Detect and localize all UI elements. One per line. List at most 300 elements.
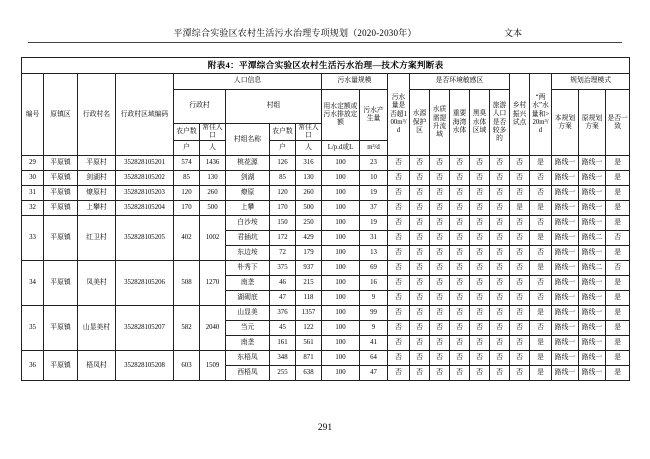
water-source-cell: 否 [410, 321, 430, 336]
two-water-cell: 是 [530, 231, 552, 246]
unit-water-quota: L/p.d或L [322, 141, 360, 156]
subheader-village-group: 村组 [226, 90, 322, 124]
village-households-cell: 603 [174, 351, 200, 381]
col-header-bay: 重要海湾水体 [450, 90, 470, 156]
water-quality-cell: 否 [430, 291, 450, 306]
unit-population: 人 [200, 141, 226, 156]
tourist-cell: 否 [490, 186, 510, 201]
sewage-output-cell: 16 [360, 276, 388, 291]
group-households-cell: 161 [270, 336, 296, 351]
sewage-output-cell: 47 [360, 366, 388, 381]
bay-cell: 否 [450, 321, 470, 336]
water-source-cell: 否 [410, 276, 430, 291]
water-source-cell: 否 [410, 201, 430, 216]
water-quality-cell: 否 [430, 156, 450, 171]
over-100-cell: 否 [388, 261, 410, 276]
water-quota-cell: 100 [322, 231, 360, 246]
bay-cell: 否 [450, 201, 470, 216]
village-population-cell: 1002 [200, 216, 226, 261]
col-header-over-100: 污水量是否超100m³/d [388, 74, 410, 156]
this-plan-cell: 路线一 [552, 306, 579, 321]
revitalization-cell: 否 [510, 366, 530, 381]
group-population-cell: 130 [296, 171, 322, 186]
two-water-cell: 是 [530, 306, 552, 321]
group-population-cell: 260 [296, 186, 322, 201]
subheader-admin-village: 行政村 [174, 90, 226, 124]
water-quota-cell: 100 [322, 246, 360, 261]
tourist-cell: 否 [490, 291, 510, 306]
tourist-cell: 否 [490, 261, 510, 276]
water-quality-cell: 否 [430, 276, 450, 291]
water-source-cell: 否 [410, 231, 430, 246]
over-100-cell: 否 [388, 321, 410, 336]
group-households-cell: 45 [270, 321, 296, 336]
revitalization-cell: 否 [510, 336, 530, 351]
group-name-cell: 君插坑 [226, 231, 270, 246]
village-name-cell: 凤美村 [78, 261, 116, 306]
table-caption: 附表4：平潭综合实验区农村生活污水治理—技术方案判断表 [22, 58, 630, 74]
table-header [22, 58, 630, 156]
village-code-cell: 352828105205 [116, 216, 174, 261]
page-number: 291 [317, 423, 333, 433]
col-header-revitalization: 乡村振兴试点 [510, 74, 530, 156]
consistent-cell: 是 [606, 336, 630, 351]
tourist-cell: 否 [490, 276, 510, 291]
technical-scheme-table [21, 57, 630, 381]
two-water-cell: 是 [530, 366, 552, 381]
row-number-cell: 30 [22, 171, 44, 186]
two-water-cell: 是 [530, 156, 552, 171]
two-water-cell: 否 [530, 321, 552, 336]
black-odor-cell: 否 [470, 261, 490, 276]
water-source-cell: 否 [410, 186, 430, 201]
village-group-row [22, 261, 630, 276]
col-header-orig-plan: 原规划方案 [579, 90, 606, 156]
group-population-cell: 638 [296, 366, 322, 381]
row-number-cell: 31 [22, 186, 44, 201]
black-odor-cell: 否 [470, 351, 490, 366]
this-plan-cell: 路线一 [552, 201, 579, 216]
revitalization-cell: 否 [510, 216, 530, 231]
group-header-sensitive-area: 是否环境敏感区 [410, 74, 510, 90]
group-name-cell: 燎原 [226, 186, 270, 201]
col-header-town: 原镇区 [44, 74, 78, 156]
village-group-row [22, 306, 630, 321]
group-households-cell: 375 [270, 261, 296, 276]
village-population-cell: 1509 [200, 351, 226, 381]
col-header-consistent: 是否一致 [606, 90, 630, 156]
water-source-cell: 否 [410, 246, 430, 261]
col-header-sewage-output: 污水产生量 [360, 90, 388, 141]
unit-households: 户 [174, 141, 200, 156]
revitalization-cell: 否 [510, 321, 530, 336]
over-100-cell: 否 [388, 246, 410, 261]
water-quality-cell: 否 [430, 186, 450, 201]
group-header-sewage-scale: 污水量规模 [322, 74, 388, 90]
two-water-cell: 是 [530, 201, 552, 216]
orig-plan-cell: 路线一 [579, 216, 606, 231]
col-header-water-quality: 水质需提升流域 [430, 90, 450, 156]
sewage-output-cell: 69 [360, 261, 388, 276]
orig-plan-cell: 路线一 [579, 246, 606, 261]
revitalization-cell: 否 [510, 306, 530, 321]
group-population-cell: 1357 [296, 306, 322, 321]
two-water-cell: 否 [530, 186, 552, 201]
revitalization-cell: 否 [510, 261, 530, 276]
consistent-cell: 是 [606, 156, 630, 171]
over-100-cell: 否 [388, 216, 410, 231]
this-plan-cell: 路线一 [552, 321, 579, 336]
row-number-cell: 32 [22, 201, 44, 216]
group-name-cell: 桃花源 [226, 156, 270, 171]
black-odor-cell: 否 [470, 231, 490, 246]
town-cell: 平原镇 [44, 186, 78, 201]
water-quota-cell: 100 [322, 321, 360, 336]
bay-cell: 否 [450, 261, 470, 276]
water-source-cell: 否 [410, 291, 430, 306]
group-name-cell: 南垄 [226, 276, 270, 291]
water-quota-cell: 100 [322, 336, 360, 351]
bay-cell: 否 [450, 276, 470, 291]
bay-cell: 否 [450, 231, 470, 246]
group-name-cell: 西梧凤 [226, 366, 270, 381]
two-water-cell: 否 [530, 171, 552, 186]
group-households-cell: 170 [270, 201, 296, 216]
group-households-cell: 47 [270, 291, 296, 306]
tourist-cell: 否 [490, 216, 510, 231]
village-households-cell: 85 [174, 171, 200, 186]
this-plan-cell: 路线一 [552, 336, 579, 351]
black-odor-cell: 否 [470, 186, 490, 201]
group-households-cell: 172 [270, 231, 296, 246]
orig-plan-cell: 路线一 [579, 171, 606, 186]
tourist-cell: 否 [490, 156, 510, 171]
water-quality-cell: 否 [430, 246, 450, 261]
orig-plan-cell: 路线一 [579, 366, 606, 381]
group-name-cell: 东边垵 [226, 246, 270, 261]
water-quota-cell: 100 [322, 216, 360, 231]
town-cell: 平原镇 [44, 306, 78, 351]
two-water-cell: 否 [530, 276, 552, 291]
black-odor-cell: 否 [470, 306, 490, 321]
over-100-cell: 否 [388, 291, 410, 306]
water-quota-cell: 100 [322, 186, 360, 201]
row-number-cell: 35 [22, 306, 44, 351]
water-quality-cell: 否 [430, 306, 450, 321]
this-plan-cell: 路线一 [552, 246, 579, 261]
document-type-label: 文本 [503, 28, 522, 38]
orig-plan-cell: 路线一 [579, 321, 606, 336]
group-name-cell: 东梧凤 [226, 351, 270, 366]
group-population-cell: 118 [296, 291, 322, 306]
water-quality-cell: 否 [430, 231, 450, 246]
revitalization-cell: 否 [510, 276, 530, 291]
water-quality-cell: 否 [430, 171, 450, 186]
water-source-cell: 否 [410, 306, 430, 321]
consistent-cell: 是 [606, 171, 630, 186]
water-quality-cell: 否 [430, 366, 450, 381]
col-header-water-quota: 用水定额或污水排放定额 [322, 90, 360, 141]
village-code-cell: 352828105203 [116, 186, 174, 201]
village-name-cell: 梧凤村 [78, 351, 116, 381]
orig-plan-cell: 路线一 [579, 336, 606, 351]
revitalization-cell: 否 [510, 246, 530, 261]
group-population-cell: 500 [296, 201, 322, 216]
water-quota-cell: 100 [322, 366, 360, 381]
this-plan-cell: 路线一 [552, 231, 579, 246]
group-header-treatment-mode: 规划治理模式 [552, 74, 630, 90]
water-quota-cell: 100 [322, 171, 360, 186]
two-water-cell: 否 [530, 246, 552, 261]
over-100-cell: 否 [388, 336, 410, 351]
village-code-cell: 352828105207 [116, 306, 174, 351]
over-100-cell: 否 [388, 201, 410, 216]
village-name-cell: 山显美村 [78, 306, 116, 351]
consistent-cell: 是 [606, 351, 630, 366]
unit-sewage-output: m³/d [360, 141, 388, 156]
bay-cell: 否 [450, 366, 470, 381]
village-households-cell: 170 [174, 201, 200, 216]
town-cell: 平原镇 [44, 201, 78, 216]
bay-cell: 否 [450, 291, 470, 306]
this-plan-cell: 路线一 [552, 291, 579, 306]
sewage-output-cell: 31 [360, 231, 388, 246]
orig-plan-cell: 路线二 [579, 261, 606, 276]
village-name-cell: 红卫村 [78, 216, 116, 261]
village-code-cell: 352828105206 [116, 261, 174, 306]
water-source-cell: 否 [410, 261, 430, 276]
bay-cell: 否 [450, 171, 470, 186]
col-header-two-water: “两水”水量和>20m³/d [530, 74, 552, 156]
group-population-cell: 122 [296, 321, 322, 336]
sewage-output-cell: 19 [360, 186, 388, 201]
over-100-cell: 否 [388, 231, 410, 246]
group-population-cell: 179 [296, 246, 322, 261]
orig-plan-cell: 路线一 [579, 156, 606, 171]
group-households-cell: 46 [270, 276, 296, 291]
water-quota-cell: 100 [322, 306, 360, 321]
sewage-output-cell: 13 [360, 246, 388, 261]
group-name-cell: 剑湖 [226, 171, 270, 186]
two-water-cell: 是 [530, 261, 552, 276]
sewage-output-cell: 64 [360, 351, 388, 366]
town-cell: 平原镇 [44, 171, 78, 186]
col-header-group-name: 村组名称 [226, 124, 270, 156]
water-source-cell: 否 [410, 336, 430, 351]
water-quota-cell: 100 [322, 351, 360, 366]
col-header-group-population: 常住人口 [296, 124, 322, 141]
black-odor-cell: 否 [470, 246, 490, 261]
village-code-cell: 352828105204 [116, 201, 174, 216]
sewage-output-cell: 9 [360, 321, 388, 336]
black-odor-cell: 否 [470, 291, 490, 306]
over-100-cell: 否 [388, 156, 410, 171]
group-households-cell: 126 [270, 156, 296, 171]
this-plan-cell: 路线一 [552, 351, 579, 366]
water-source-cell: 否 [410, 366, 430, 381]
group-name-cell: 白沙垵 [226, 216, 270, 231]
group-population-cell: 316 [296, 156, 322, 171]
water-quality-cell: 否 [430, 321, 450, 336]
village-households-cell: 582 [174, 306, 200, 351]
col-header-village-households: 农户数 [174, 124, 200, 141]
sewage-output-cell: 9 [360, 291, 388, 306]
water-quality-cell: 否 [430, 336, 450, 351]
village-code-cell: 352828105202 [116, 171, 174, 186]
document-title: 平潭综合实验区农村生活污水治理专项规划（2020-2030年） [173, 28, 417, 38]
group-header-population: 人口信息 [174, 74, 322, 90]
bay-cell: 否 [450, 306, 470, 321]
over-100-cell: 否 [388, 351, 410, 366]
over-100-cell: 否 [388, 171, 410, 186]
village-population-cell: 2040 [200, 306, 226, 351]
water-source-cell: 否 [410, 351, 430, 366]
this-plan-cell: 路线一 [552, 186, 579, 201]
black-odor-cell: 否 [470, 321, 490, 336]
revitalization-cell: 否 [510, 291, 530, 306]
orig-plan-cell: 路线一 [579, 291, 606, 306]
black-odor-cell: 否 [470, 171, 490, 186]
this-plan-cell: 路线一 [552, 261, 579, 276]
consistent-cell: 是 [606, 216, 630, 231]
col-header-group-households: 农户数 [270, 124, 296, 141]
consistent-cell: 是 [606, 321, 630, 336]
consistent-cell: 是 [606, 276, 630, 291]
village-households-cell: 120 [174, 186, 200, 201]
group-name-cell: 当元 [226, 321, 270, 336]
water-quality-cell: 否 [430, 351, 450, 366]
group-households-cell: 348 [270, 351, 296, 366]
sewage-output-cell: 37 [360, 201, 388, 216]
col-header-code: 行政村区域编码 [116, 74, 174, 156]
consistent-cell: 是 [606, 366, 630, 381]
over-100-cell: 否 [388, 276, 410, 291]
group-households-cell: 376 [270, 306, 296, 321]
revitalization-cell: 否 [510, 186, 530, 201]
revitalization-cell: 否 [510, 231, 530, 246]
bay-cell: 否 [450, 156, 470, 171]
tourist-cell: 否 [490, 231, 510, 246]
village-population-cell: 1436 [200, 156, 226, 171]
col-header-black-odor: 黑臭水体区域 [470, 90, 490, 156]
group-name-cell: 朴秀下 [226, 261, 270, 276]
two-water-cell: 是 [530, 336, 552, 351]
bay-cell: 否 [450, 336, 470, 351]
village-name-cell: 燎原村 [78, 186, 116, 201]
consistent-cell: 是 [606, 186, 630, 201]
row-number-cell: 36 [22, 351, 44, 381]
water-quality-cell: 否 [430, 216, 450, 231]
village-group-row [22, 186, 630, 201]
row-number-cell: 33 [22, 216, 44, 261]
water-quota-cell: 100 [322, 276, 360, 291]
group-population-cell: 561 [296, 336, 322, 351]
tourist-cell: 否 [490, 171, 510, 186]
two-water-cell: 否 [530, 291, 552, 306]
revitalization-cell: 否 [510, 171, 530, 186]
row-number-cell: 34 [22, 261, 44, 306]
two-water-cell: 否 [530, 216, 552, 231]
consistent-cell: 是 [606, 201, 630, 216]
group-population-cell: 429 [296, 231, 322, 246]
black-odor-cell: 否 [470, 216, 490, 231]
bay-cell: 否 [450, 216, 470, 231]
consistent-cell: 否 [606, 261, 630, 276]
group-population-cell: 871 [296, 351, 322, 366]
water-quality-cell: 否 [430, 201, 450, 216]
orig-plan-cell: 路线一 [579, 276, 606, 291]
orig-plan-cell: 路线一 [579, 351, 606, 366]
sewage-output-cell: 10 [360, 171, 388, 186]
village-population-cell: 1270 [200, 261, 226, 306]
village-name-cell: 上攀村 [78, 201, 116, 216]
two-water-cell: 是 [530, 351, 552, 366]
orig-plan-cell: 路线一 [579, 306, 606, 321]
tourist-cell: 否 [490, 366, 510, 381]
unit-group-households: 户 [270, 141, 296, 156]
this-plan-cell: 路线一 [552, 216, 579, 231]
col-header-village-population: 常住人口 [200, 124, 226, 141]
col-header-tourist: 旅游人口是否较多的 [490, 90, 510, 156]
village-group-row [22, 171, 630, 186]
village-households-cell: 402 [174, 216, 200, 261]
village-population-cell: 130 [200, 171, 226, 186]
over-100-cell: 否 [388, 366, 410, 381]
tourist-cell: 否 [490, 306, 510, 321]
this-plan-cell: 路线一 [552, 276, 579, 291]
village-group-row [22, 351, 630, 366]
consistent-cell: 否 [606, 231, 630, 246]
running-header [28, 26, 622, 43]
orig-plan-cell: 路线一 [579, 186, 606, 201]
table-body [22, 156, 630, 381]
over-100-cell: 否 [388, 306, 410, 321]
black-odor-cell: 否 [470, 276, 490, 291]
tourist-cell: 否 [490, 336, 510, 351]
col-header-water-source: 水源保护区 [410, 90, 430, 156]
orig-plan-cell: 路线二 [579, 231, 606, 246]
village-code-cell: 352828105201 [116, 156, 174, 171]
water-source-cell: 否 [410, 171, 430, 186]
village-code-cell: 352828105208 [116, 351, 174, 381]
over-100-cell: 否 [388, 186, 410, 201]
bay-cell: 否 [450, 246, 470, 261]
village-population-cell: 260 [200, 186, 226, 201]
group-population-cell: 937 [296, 261, 322, 276]
group-name-cell: 山显美 [226, 306, 270, 321]
town-cell: 平原镇 [44, 351, 78, 381]
this-plan-cell: 路线一 [552, 156, 579, 171]
village-households-cell: 508 [174, 261, 200, 306]
sewage-output-cell: 19 [360, 216, 388, 231]
revitalization-cell: 否 [510, 156, 530, 171]
village-group-row [22, 201, 630, 216]
black-odor-cell: 否 [470, 336, 490, 351]
sewage-output-cell: 41 [360, 336, 388, 351]
town-cell: 平原镇 [44, 261, 78, 306]
tourist-cell: 否 [490, 246, 510, 261]
group-name-cell: 上攀 [226, 201, 270, 216]
consistent-cell: 是 [606, 306, 630, 321]
village-group-row [22, 156, 630, 171]
sewage-output-cell: 23 [360, 156, 388, 171]
water-source-cell: 否 [410, 156, 430, 171]
bay-cell: 否 [450, 186, 470, 201]
col-header-number: 编号 [22, 74, 44, 156]
consistent-cell: 是 [606, 246, 630, 261]
this-plan-cell: 路线一 [552, 366, 579, 381]
village-name-cell: 剑湖村 [78, 171, 116, 186]
